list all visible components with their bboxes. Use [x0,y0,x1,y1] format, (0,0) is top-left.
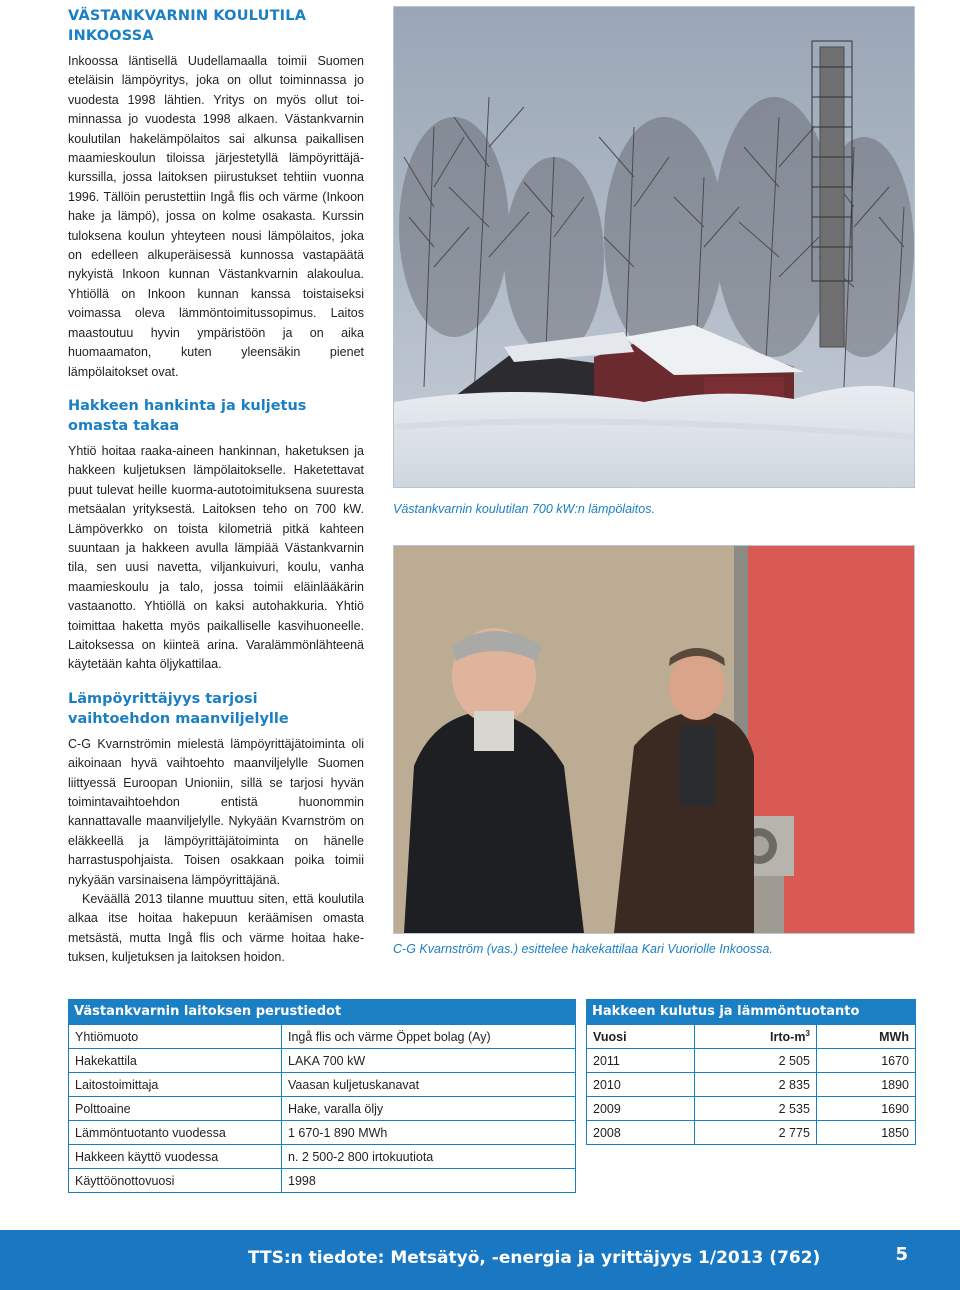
boiler-room-photo [393,545,915,934]
section-body-2: Yhtiö hoitaa raaka-aineen hankinnan, haketuksen ja hakkeen kuljetuksen lämpölaitokselle. Haketettavat puut tulevat heille kuorma-autotoimituksena suuresta metsäalan yrityksestä. Laitoksen teho on 700 kW. Lämpöverkko on toista kilometriä pitkä kahteen suuntaan ja hakkeen avulla lämpiää Västankvarnin tila, sen uusi navetta, viljankuivuri, koulu, vanha maamieskoulu ja talo, jossa toimii eläinlääkärin vastaanotto. Yhtiöllä on kaksi autohakkuria. Yhtiö toimittaa haketta myös paikalliselle kasvihuoneelle. Laitoksessa on kiinteä arina. Varalämmönlähteenä käytetään kahta öljykattilaa. [68,443,364,672]
section-heading-2: Hakkeen hankinta ja kuljetus omasta takaa [68,397,307,434]
page-number: 5 [895,1244,908,1265]
heating-plant-photo [393,6,915,488]
basic-info-value: Ingå flis och värme Öppet bolag (Ay) [282,1025,576,1049]
header-volume-label: Irto-m [770,1030,806,1045]
section-heading-3: Lämpöyrittäjyys tarjosi vaihtoehdon maanviljelylle [68,690,289,727]
usage-mwh: 1690 [816,1097,915,1121]
basic-info-value: 1 670-1 890 MWh [282,1121,576,1145]
section-body-1: Inkoossa läntisellä Uudellamaalla toimii Suomen eteläisin lämpöyritys, joka on ollut toiminnassa jo vuodesta 1998 lähtien. Yritys on myös ollut toiminnassa jo vuodesta 1998 alkaen. Västankvarnin koulutilan hakelämpölaitos sai alkunsa paikallisen maamieskoulun tiloissa järjestetyllä lämpöyrittäjäkurssilla, jossa laitoksen piirustukset tehtiin vuonna 1996. Tällöin perustettiin Ingå flis och värme (Inkoon hake ja lämpö), jossa on kolme osakasta. Kurssin tuloksena koulun yhteyteen nousi lämpölaitos, joka on edelleen alkuperäisessä kunnossa vastapäätä nykyistä Inkoon kunnan Västankvarnin alakoulua. Yhtiöllä on Inkoon kunnan kanssa toistaiseksi voimassa oleva lämmöntoimitussopimus. Laitos maastoutuu hyvin ympäristöön ja on aika huomaamaton, kuten yleensäkin pienet lämpölaitokset ovat. [68,54,364,379]
basic-info-label: Lämmöntuotanto vuodessa [69,1121,282,1145]
usage-volume: 2 505 [694,1049,816,1073]
basic-info-label: Polttoaine [69,1097,282,1121]
usage-title: Hakkeen kulutus ja lämmöntuotanto [586,999,916,1024]
basic-info-value: Hake, varalla öljy [282,1097,576,1121]
section-body-3b: Keväällä 2013 tilanne muuttuu siten, että koulutila alkaa itse hoitaa hakepuun keräämisen omasta metsästä, mutta Ingå flis och värme hoitaa haketuksen, kuljetuksen ja laitoksen hoidon. [68,892,364,965]
basic-info-label: Laitostoimittaja [69,1073,282,1097]
basic-info-row [69,1049,576,1073]
header-volume [694,1025,816,1049]
usage-row [587,1049,916,1073]
footer-title: TTS:n tiedote: Metsätyö, -energia ja yrittäjyys 1/2013 (762) [248,1248,821,1268]
basic-info-title: Västankvarnin laitoksen perustiedot [68,999,576,1024]
basic-info-row [69,1073,576,1097]
usage-mwh: 1670 [816,1049,915,1073]
usage-volume: 2 775 [694,1121,816,1145]
usage-mwh: 1850 [816,1121,915,1145]
article-text [68,6,364,968]
usage-mwh: 1890 [816,1073,915,1097]
usage-year: 2009 [587,1097,695,1121]
basic-info-row [69,1025,576,1049]
basic-info-label: Yhtiömuoto [69,1025,282,1049]
header-volume-exponent: 3 [805,1028,810,1038]
basic-info-table [68,999,576,1193]
section-heading-1: VÄSTANKVARNIN KOULUTILA INKOOSSA [68,8,307,44]
photo-caption-1: Västankvarnin koulutilan 700 kW:n lämpölaitos. [393,502,655,516]
basic-info-row [69,1121,576,1145]
basic-info-value: Vaasan kuljetuskanavat [282,1073,576,1097]
basic-info-label: Hakkeen käyttö vuodessa [69,1145,282,1169]
basic-info-row [69,1169,576,1193]
basic-info-label: Hakekattila [69,1049,282,1073]
usage-row [587,1097,916,1121]
header-year: Vuosi [587,1025,695,1049]
usage-volume: 2 535 [694,1097,816,1121]
usage-year: 2008 [587,1121,695,1145]
basic-info-value: n. 2 500-2 800 irtokuutiota [282,1145,576,1169]
usage-table [586,999,916,1145]
usage-volume: 2 835 [694,1073,816,1097]
basic-info-label: Käyttöönottovuosi [69,1169,282,1193]
usage-row [587,1073,916,1097]
basic-info-row [69,1145,576,1169]
basic-info-value: 1998 [282,1169,576,1193]
basic-info-row [69,1097,576,1121]
usage-year: 2010 [587,1073,695,1097]
section-body-3a: C-G Kvarnströmin mielestä lämpöyrittäjätoiminta oli aikoinaan hyvä vaihtoehto maanviljelylle Suomen liittyessä Euroopan Unioniin, sillä se tarjosi hyvän toimintavaihtoehdon entistä huonommin kannattavalle maanviljelylle. Nykyään Kvarnström on eläkkeellä ja lämpöyrittäjätoiminta on hänelle harrastuspohjaista. Toisen osakkaan poika toimii nykyään varsinaisena lämpöyrittäjänä. [68,736,364,887]
footer-bar [0,1230,960,1290]
usage-year: 2011 [587,1049,695,1073]
basic-info-value: LAKA 700 kW [282,1049,576,1073]
usage-header-row [587,1025,916,1049]
photo-caption-2: C-G Kvarnström (vas.) esittelee hakekattilaa Kari Vuoriolle Inkoossa. [393,942,773,956]
header-mwh: MWh [816,1025,915,1049]
usage-row [587,1121,916,1145]
